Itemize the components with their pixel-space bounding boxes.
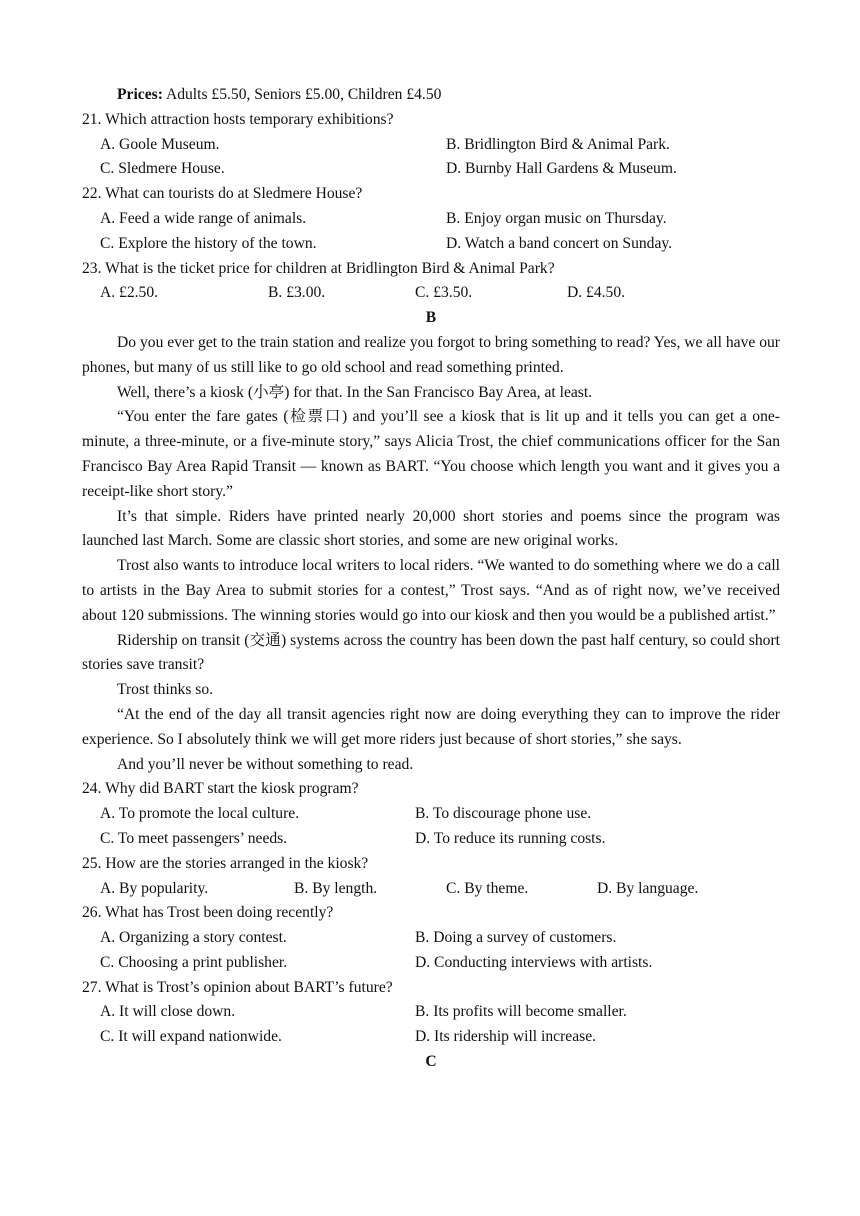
q25-option-b: B. By length. — [294, 879, 378, 897]
prices-text: Adults £5.50, Seniors £5.00, Children £4.50 — [165, 86, 442, 103]
passage-paragraph: Well, there’s a kiosk (小亭) for that. In the San Francisco Bay Area, at least. — [117, 383, 593, 401]
section-b-heading: B — [425, 309, 437, 327]
question-22-options-row-1 — [82, 207, 780, 232]
q23-option-c: C. £3.50. — [415, 284, 473, 302]
q25-option-a: A. By popularity. — [100, 879, 209, 897]
passage-b — [82, 331, 780, 777]
question-26-options-row-2 — [82, 951, 780, 976]
question-25-options-row — [82, 877, 780, 902]
question-25-stem: 25. How are the stories arranged in the kiosk? — [82, 854, 369, 872]
passage-paragraph: “At the end of the day all transit agencies right now are doing everything they can to improve the rider experience. So I absolutely think we will get more riders just because of short stories,” she says. — [82, 705, 780, 748]
question-21-options-row-1 — [82, 133, 780, 158]
q26-option-b: B. Doing a survey of customers. — [415, 929, 617, 947]
q21-option-c: C. Sledmere House. — [100, 160, 225, 178]
q22-option-b: B. Enjoy organ music on Thursday. — [446, 209, 667, 227]
q26-option-d: D. Conducting interviews with artists. — [415, 953, 653, 971]
q27-option-c: C. It will expand nationwide. — [100, 1028, 282, 1046]
q27-option-a: A. It will close down. — [100, 1003, 236, 1021]
question-23-stem: 23. What is the ticket price for children at Bridlington Bird & Animal Park? — [82, 259, 555, 277]
q21-option-d: D. Burnby Hall Gardens & Museum. — [446, 160, 677, 178]
question-23-options-row — [82, 281, 780, 306]
question-21-stem: 21. Which attraction hosts temporary exhibitions? — [82, 110, 394, 128]
question-22-stem: 22. What can tourists do at Sledmere House? — [82, 185, 363, 203]
section-c-heading: C — [425, 1053, 437, 1071]
q25-option-d: D. By language. — [597, 879, 699, 897]
question-27-options-row-1 — [82, 1000, 780, 1025]
q26-option-a: A. Organizing a story contest. — [100, 929, 287, 947]
question-27-options-row-2 — [82, 1025, 780, 1050]
passage-paragraph: Ridership on transit (交通) systems across the country has been down the past half century, so could short stories save transit? — [82, 631, 780, 674]
q21-option-b: B. Bridlington Bird & Animal Park. — [446, 135, 670, 153]
q23-option-a: A. £2.50. — [100, 284, 159, 302]
q24-option-d: D. To reduce its running costs. — [415, 829, 606, 847]
question-24-options-row-1 — [82, 802, 780, 827]
q21-option-a: A. Goole Museum. — [100, 135, 220, 153]
question-27-stem: 27. What is Trost’s opinion about BART’s future? — [82, 978, 393, 996]
q26-option-c: C. Choosing a print publisher. — [100, 953, 288, 971]
q25-option-c: C. By theme. — [446, 879, 529, 897]
question-24-stem: 24. Why did BART start the kiosk program? — [82, 780, 359, 798]
passage-paragraph: Trost also wants to introduce local writers to local riders. “We wanted to do something where we do a call to artists in the Bay Area to submit stories for a contest,” Trost says. “And as of right now, we’ve received about 120 submissions. The winning stories would go into our kiosk and then you would be a published artist.” — [82, 557, 780, 624]
question-21-options-row-2 — [82, 157, 780, 182]
q22-option-d: D. Watch a band concert on Sunday. — [446, 234, 673, 252]
question-26-options-row-1 — [82, 926, 780, 951]
prices-label: Prices: — [117, 86, 163, 103]
q24-option-c: C. To meet passengers’ needs. — [100, 829, 288, 847]
q27-option-d: D. Its ridership will increase. — [415, 1028, 597, 1046]
passage-paragraph: It’s that simple. Riders have printed nearly 20,000 short stories and poems since the program was launched last March. Some are classic short stories, and some are new original works. — [82, 507, 780, 550]
passage-paragraph: “You enter the fare gates (检票口) and you’ll see a kiosk that is lit up and it tells you can get a one-minute, a three-minute, or a five-minute story,” says Alicia Trost, the chief communications officer for the San Francisco Bay Area Rapid Transit — known as BART. “You choose which length you want and it gives you a receipt-like short story.” — [82, 408, 780, 500]
question-22-options-row-2 — [82, 232, 780, 257]
q22-option-c: C. Explore the history of the town. — [100, 234, 317, 252]
question-24-options-row-2 — [82, 827, 780, 852]
prices-line — [82, 83, 780, 108]
q24-option-a: A. To promote the local culture. — [100, 805, 300, 823]
q23-option-b: B. £3.00. — [268, 284, 326, 302]
question-26-stem: 26. What has Trost been doing recently? — [82, 904, 334, 922]
passage-paragraph: Do you ever get to the train station and realize you forgot to bring something to read? Yes, we all have our phones, but many of us still like to go old school and read something printed. — [82, 333, 780, 376]
exam-page — [82, 83, 780, 1075]
q22-option-a: A. Feed a wide range of animals. — [100, 209, 307, 227]
passage-paragraph: And you’ll never be without something to read. — [117, 755, 414, 773]
passage-paragraph: Trost thinks so. — [117, 681, 214, 699]
q24-option-b: B. To discourage phone use. — [415, 805, 592, 823]
q23-option-d: D. £4.50. — [567, 284, 626, 302]
q27-option-b: B. Its profits will become smaller. — [415, 1003, 627, 1021]
